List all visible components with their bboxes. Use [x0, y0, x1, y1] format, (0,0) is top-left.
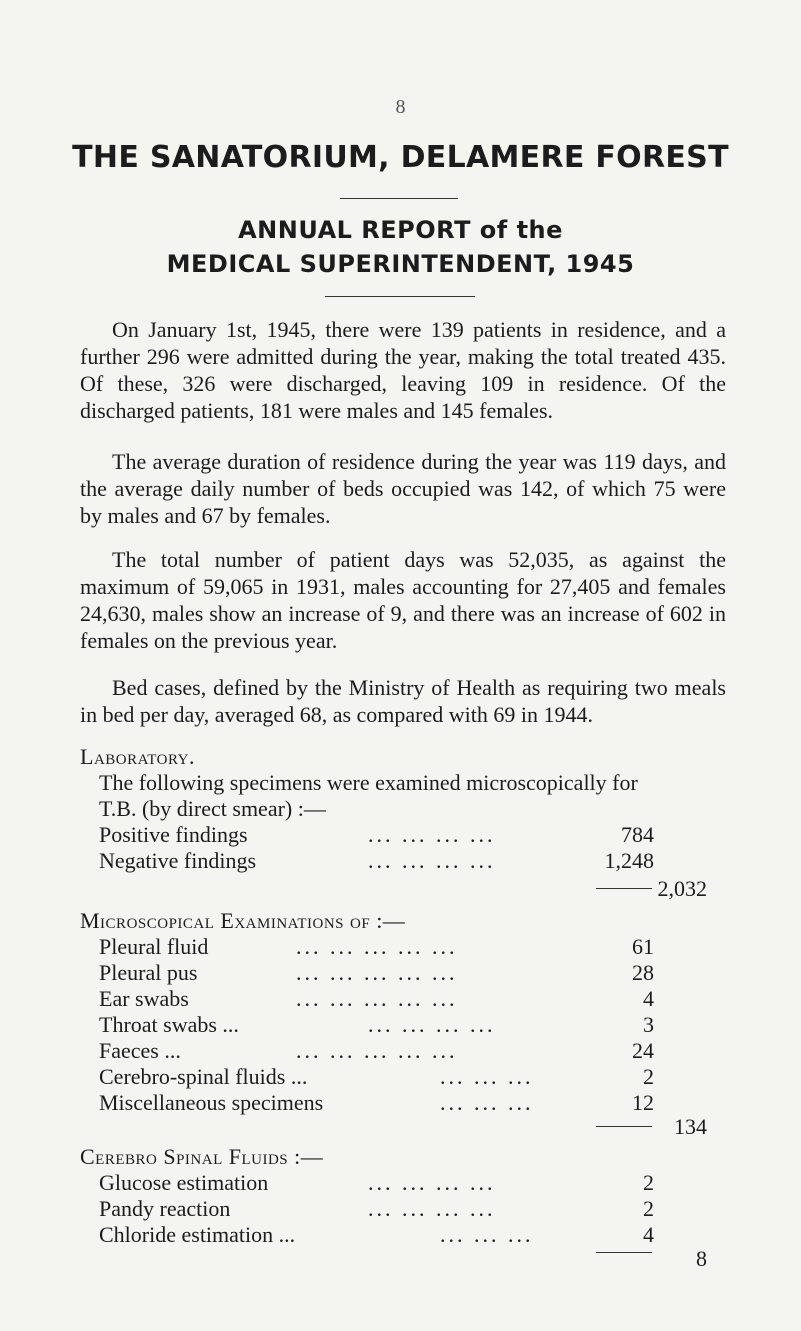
- page-number: 8: [395, 96, 406, 118]
- lab-total-rule: [596, 888, 652, 889]
- micro-row-dots: ... ... ... ... ...: [296, 934, 458, 959]
- csf-row-label: Glucose estimation: [99, 1170, 269, 1195]
- micro-row-value: 3: [643, 1012, 654, 1037]
- micro-row-label: Faeces ...: [99, 1038, 181, 1063]
- laboratory-heading: Laboratory.: [80, 744, 196, 769]
- lab-row-label: Positive findings: [99, 822, 248, 847]
- micro-row-dots: ... ... ... ...: [368, 1012, 496, 1037]
- micro-row-label: Pleural pus: [99, 960, 198, 985]
- csf-total-rule: [596, 1252, 652, 1253]
- csf-row-label: Pandy reaction: [99, 1196, 231, 1221]
- paragraph-3: The total number of patient days was 52,035, as against the maximum of 59,065 in 1931, males accounting for 27,405 and females 24,630, males show an increase of 9, and there was an increase of 602 in females on the previous year.: [80, 547, 726, 653]
- micro-row-value: 2: [643, 1064, 654, 1089]
- csf-row-dots: ... ... ... ...: [368, 1196, 496, 1221]
- csf-row-dots: ... ... ... ...: [368, 1170, 496, 1195]
- csf-row-label: Chloride estimation ...: [99, 1222, 296, 1247]
- micro-row-dots: ... ... ... ... ...: [296, 986, 458, 1011]
- lab-row-dots: ... ... ... ...: [368, 822, 496, 847]
- title-rule: [340, 198, 458, 199]
- micro-row-label: Miscellaneous specimens: [99, 1090, 324, 1115]
- csf-row-value: 2: [643, 1170, 654, 1195]
- lab-row-label: Negative findings: [99, 848, 257, 873]
- lab-row-dots: ... ... ... ...: [368, 848, 496, 873]
- csf-row-value: 4: [643, 1222, 654, 1247]
- laboratory-intro-2: T.B. (by direct smear) :—: [99, 796, 326, 821]
- lab-row-value: 1,248: [604, 848, 654, 873]
- report-title: THE SANATORIUM, DELAMERE FOREST: [72, 140, 729, 175]
- subtitle-line-1: ANNUAL REPORT of the: [238, 216, 563, 244]
- micro-row-label: Ear swabs: [99, 986, 189, 1011]
- lab-total: 2,032: [657, 876, 707, 901]
- paragraph-1: On January 1st, 1945, there were 139 patients in residence, and a further 296 were admitted during the year, making the total treated 435. Of these, 326 were discharged, leaving 109 in residence. Of the discharged patients, 181 were males and 145 females.: [80, 317, 726, 423]
- micro-total: 134: [674, 1114, 707, 1139]
- micro-row-label: Throat swabs ...: [99, 1012, 239, 1037]
- micro-row-label: Cerebro-spinal fluids ...: [99, 1064, 308, 1089]
- micro-row-value: 24: [632, 1038, 654, 1063]
- subtitle-rule: [325, 296, 475, 297]
- paragraph-4: Bed cases, defined by the Ministry of Health as requiring two meals in bed per day, averaged 68, as compared with 69 in 1944.: [80, 675, 726, 727]
- micro-row-value: 4: [643, 986, 654, 1011]
- csf-row-dots: ... ... ...: [440, 1222, 534, 1247]
- csf-total: 8: [696, 1246, 707, 1271]
- csf-row-value: 2: [643, 1196, 654, 1221]
- micro-row-dots: ... ... ...: [440, 1090, 534, 1115]
- micro-total-rule: [596, 1126, 652, 1127]
- micro-row-value: 61: [632, 934, 654, 959]
- micro-row-dots: ... ... ...: [440, 1064, 534, 1089]
- laboratory-intro-1: The following specimens were examined microscopically for: [99, 770, 638, 795]
- subtitle-line-2: MEDICAL SUPERINTENDENT, 1945: [166, 250, 635, 278]
- paragraph-2: The average duration of residence during the year was 119 days, and the average daily number of beds occupied was 142, of which 75 were by males and 67 by females.: [80, 449, 726, 528]
- microscopical-heading: Microscopical Examinations of :—: [80, 908, 406, 933]
- csf-heading: Cerebro Spinal Fluids :—: [80, 1144, 324, 1169]
- micro-row-value: 12: [632, 1090, 654, 1115]
- lab-row-value: 784: [621, 822, 654, 847]
- micro-row-dots: ... ... ... ... ...: [296, 1038, 458, 1063]
- micro-row-value: 28: [632, 960, 654, 985]
- micro-row-dots: ... ... ... ... ...: [296, 960, 458, 985]
- micro-row-label: Pleural fluid: [99, 934, 209, 959]
